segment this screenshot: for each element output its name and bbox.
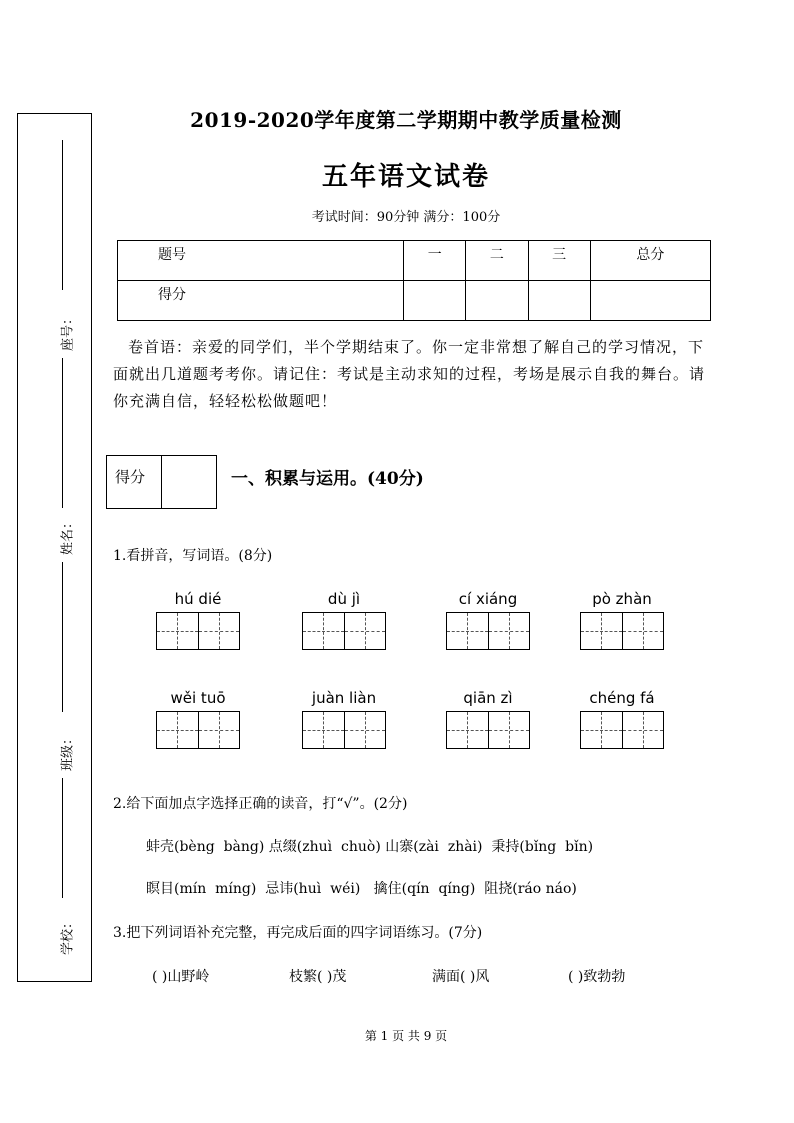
idiom-item: 枝繁( )茂: [289, 969, 347, 985]
divider-line: [62, 562, 63, 712]
exam-subtitle: 五年语文试卷: [321, 162, 490, 192]
writing-grid[interactable]: [446, 612, 530, 650]
section-title: 一、积累与运用。(40分): [231, 469, 424, 489]
question-2-line-1: 蚌壳(bèng bàng) 点缀(zhuì chuò) 山寨(zài zhài) 秉持(bǐng bǐn): [146, 839, 594, 855]
seat-number-label: 座号：: [60, 312, 76, 352]
preface-text: 卷首语：亲爱的同学们，半个学期结束了。你一定非常想了解自己的学习情况，下面就出几道题考考你。请记住：考试是主动求知的过程，考场是展示自我的舞台。请你充满自信，轻轻松松做题吧！: [113, 338, 706, 410]
table-row: [118, 241, 711, 281]
divider-line: [62, 778, 63, 898]
section-score-label: 得分: [107, 456, 162, 508]
writing-grid[interactable]: [302, 711, 386, 749]
school-label: 学校：: [60, 916, 76, 956]
writing-grid[interactable]: [580, 612, 664, 650]
idiom-item: ( )致勃勃: [568, 969, 626, 985]
writing-grid[interactable]: [446, 711, 530, 749]
pinyin-word: [580, 689, 664, 749]
score-table: [117, 240, 711, 321]
pinyin-word: [580, 590, 664, 650]
writing-grid[interactable]: [302, 612, 386, 650]
writing-grid[interactable]: [580, 711, 664, 749]
score-cell[interactable]: [590, 281, 710, 321]
section-score-input[interactable]: [162, 456, 216, 508]
pinyin-text: chéng fá: [589, 689, 655, 707]
class-label: 班级：: [60, 732, 76, 772]
pinyin-word: [302, 689, 386, 749]
table-cell: 题号: [118, 241, 404, 281]
table-cell: 二: [466, 241, 528, 281]
pinyin-text: cí xiáng: [458, 590, 518, 608]
page-footer: 第 1 页 共 9 页: [364, 1029, 448, 1043]
table-cell: 一: [404, 241, 466, 281]
question-1-prompt: 1.看拼音，写词语。(8分): [113, 548, 273, 564]
pinyin-word: [446, 590, 530, 650]
score-cell[interactable]: [404, 281, 466, 321]
exam-title: 2019-2020学年度第二学期期中教学质量检测: [190, 108, 622, 132]
score-cell[interactable]: [466, 281, 528, 321]
writing-grid[interactable]: [156, 612, 240, 650]
question-3-prompt: 3.把下列词语补充完整，再完成后面的四字词语练习。(7分): [113, 925, 483, 941]
pinyin-text: dù jì: [327, 590, 361, 608]
name-label: 姓名：: [60, 516, 76, 556]
score-cell[interactable]: [528, 281, 590, 321]
pinyin-word: [302, 590, 386, 650]
exam-info: 考试时间：90分钟 满分：100分: [311, 210, 501, 225]
idiom-item: 满面( )风: [432, 969, 490, 985]
pinyin-word: [156, 590, 240, 650]
question-2-line-2: 瞑目(mín míng) 忌讳(huì wéi) 擒住(qín qíng) 阻挠(ráo náo): [146, 881, 577, 897]
idiom-item: ( )山野岭: [152, 969, 210, 985]
question-2-prompt: 2.给下面加点字选择正确的读音，打“√”。(2分): [113, 796, 408, 812]
writing-grid[interactable]: [156, 711, 240, 749]
table-cell: 总分: [590, 241, 710, 281]
table-cell: 得分: [118, 281, 404, 321]
binding-strip: [17, 113, 92, 982]
table-row: [118, 281, 711, 321]
section-score-box: [106, 455, 217, 509]
table-cell: 三: [528, 241, 590, 281]
pinyin-text: qiān zì: [463, 689, 513, 707]
pinyin-word: [156, 689, 240, 749]
pinyin-text: wěi tuō: [170, 689, 226, 707]
pinyin-text: juàn liàn: [311, 689, 377, 707]
pinyin-text: hú dié: [174, 590, 222, 608]
pinyin-text: pò zhàn: [592, 590, 652, 608]
pinyin-word: [446, 689, 530, 749]
divider-line: [62, 358, 63, 508]
